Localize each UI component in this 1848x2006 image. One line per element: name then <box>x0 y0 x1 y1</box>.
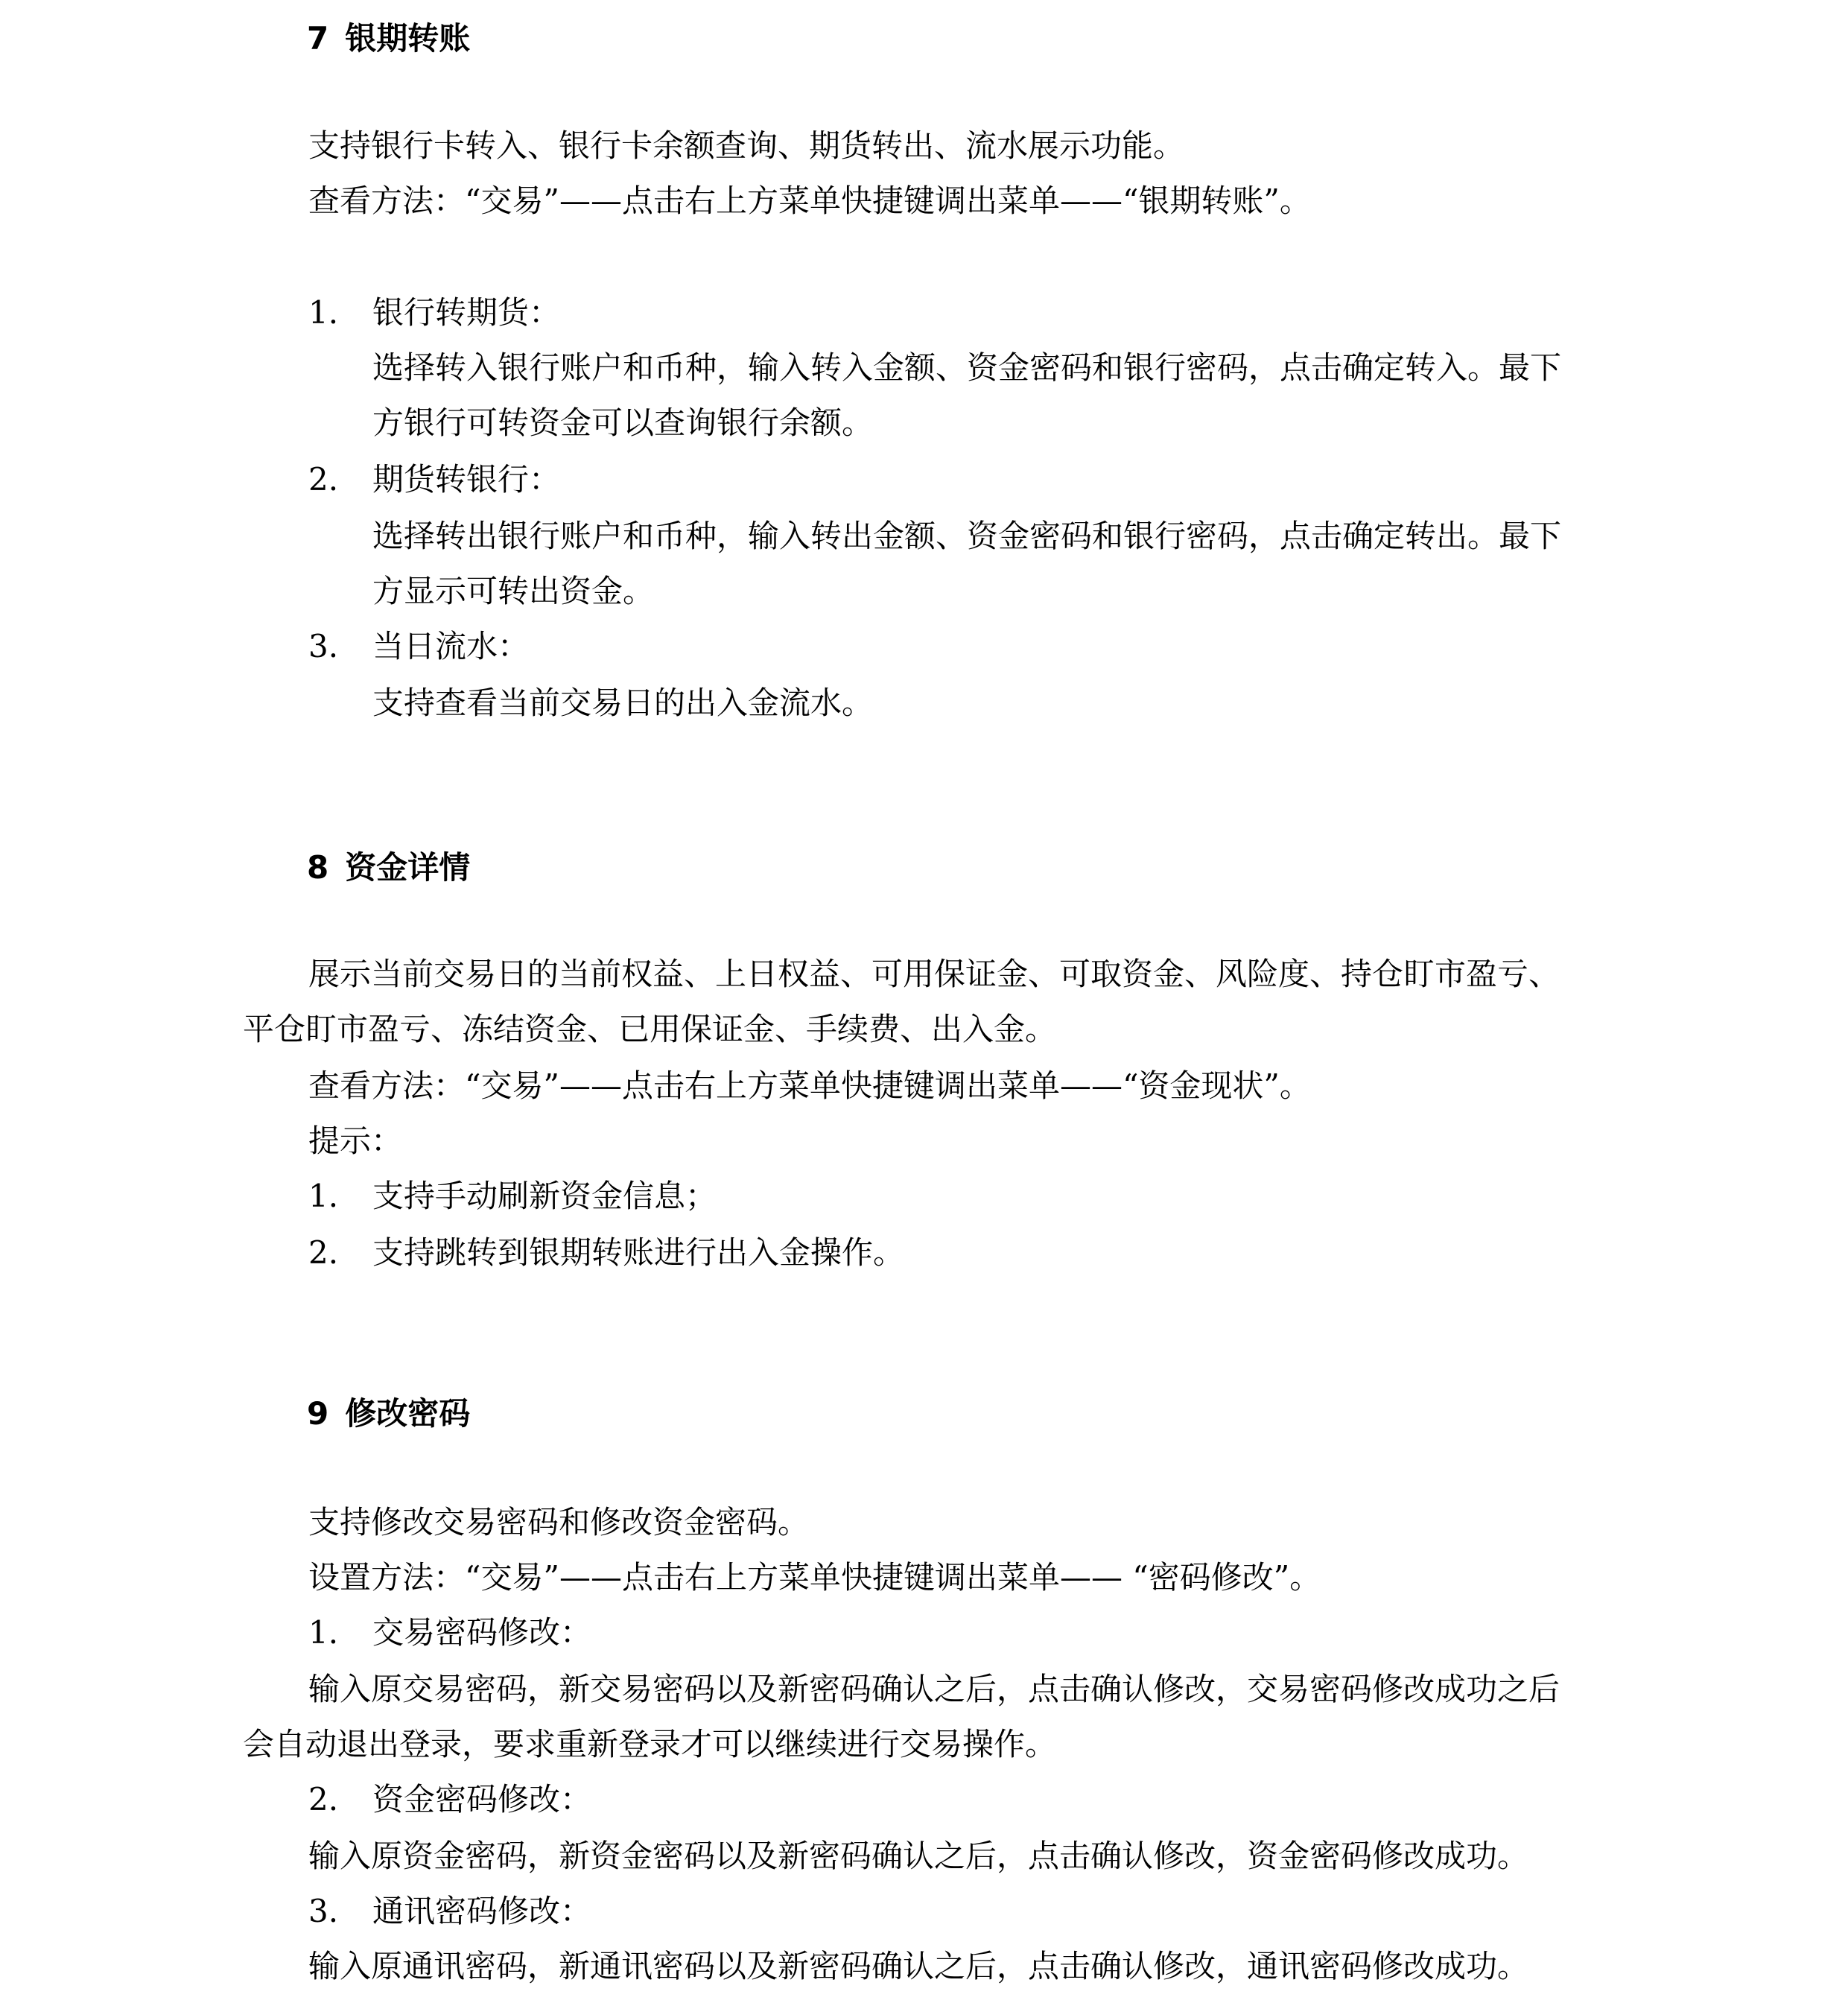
section-8-tip: 提示： <box>308 1123 403 1159</box>
section-number: 9 <box>307 1395 329 1432</box>
section-9-method: 设置方法：“交易”——点击右上方菜单快捷键调出菜单—— “密码修改”。 <box>308 1559 1321 1596</box>
list-item-desc: 输入原资金密码，新资金密码以及新密码确认之后，点击确认修改，资金密码修改成功。 <box>308 1838 1529 1874</box>
list-item-desc: 选择转出银行账户和币种，输入转出金额、资金密码和银行密码，点击确定转出。最下 <box>372 518 1562 554</box>
list-item-desc: 支持查看当前交易日的出入金流水。 <box>372 685 874 721</box>
section-9-intro: 支持修改交易密码和修改资金密码。 <box>308 1504 810 1540</box>
list-item-desc: 选择转入银行账户和币种，输入转入金额、资金密码和银行密码，点击确定转入。最下 <box>372 349 1562 386</box>
list-number: 2. <box>308 1234 339 1271</box>
section-8-method: 查看方法：“交易”——点击右上方菜单快捷键调出菜单——“资金现状”。 <box>308 1067 1311 1104</box>
section-7-method: 查看方法：“交易”——点击右上方菜单快捷键调出菜单——“银期转账”。 <box>308 182 1311 219</box>
section-8-intro: 展示当前交易日的当前权益、上日权益、可用保证金、可取资金、风险度、持仓盯市盈亏、 <box>308 956 1560 992</box>
list-number: 1. <box>308 294 339 331</box>
list-item-label: 资金密码修改： <box>372 1781 592 1818</box>
list-number: 3. <box>308 1893 339 1929</box>
list-item-desc: 输入原通讯密码，新通讯密码以及新密码确认之后，点击确认修改，通讯密码修改成功。 <box>308 1948 1529 1984</box>
section-title: 银期转账 <box>345 20 471 57</box>
list-item-desc: 输入原交易密码，新交易密码以及新密码确认之后，点击确认修改，交易密码修改成功之后 <box>308 1671 1560 1707</box>
section-7-intro: 支持银行卡转入、银行卡余额查询、期货转出、流水展示功能。 <box>308 127 1185 164</box>
list-item-label: 支持跳转到银期转账进行出入金操作。 <box>372 1234 905 1271</box>
list-item-desc: 方显示可转出资金。 <box>372 573 655 609</box>
list-item-desc: 方银行可转资金可以查询银行余额。 <box>372 404 874 441</box>
section-number: 7 <box>307 20 329 57</box>
section-title: 资金详情 <box>345 849 471 886</box>
list-item-label: 期货转银行： <box>372 461 561 498</box>
section-9-heading <box>307 1391 470 1436</box>
section-8-intro-continued: 平仓盯市盈亏、冻结资金、已用保证金、手续费、出入金。 <box>243 1011 1057 1047</box>
section-number: 8 <box>307 849 329 886</box>
list-item-label: 支持手动刷新资金信息； <box>372 1178 717 1214</box>
list-item-label: 通讯密码修改： <box>372 1893 592 1929</box>
section-title: 修改密码 <box>345 1395 471 1432</box>
list-number: 1. <box>308 1178 339 1214</box>
list-item-desc: 会自动退出登录，要求重新登录才可以继续进行交易操作。 <box>243 1726 1057 1762</box>
list-number: 2. <box>308 461 339 498</box>
section-8-heading <box>307 845 470 890</box>
list-item-label: 当日流水： <box>372 628 530 664</box>
section-7-heading <box>307 16 470 61</box>
list-number: 3. <box>308 628 339 664</box>
list-item-label: 交易密码修改： <box>372 1614 592 1651</box>
list-number: 2. <box>308 1781 339 1818</box>
list-item-label: 银行转期货： <box>372 294 561 331</box>
list-number: 1. <box>308 1614 339 1651</box>
